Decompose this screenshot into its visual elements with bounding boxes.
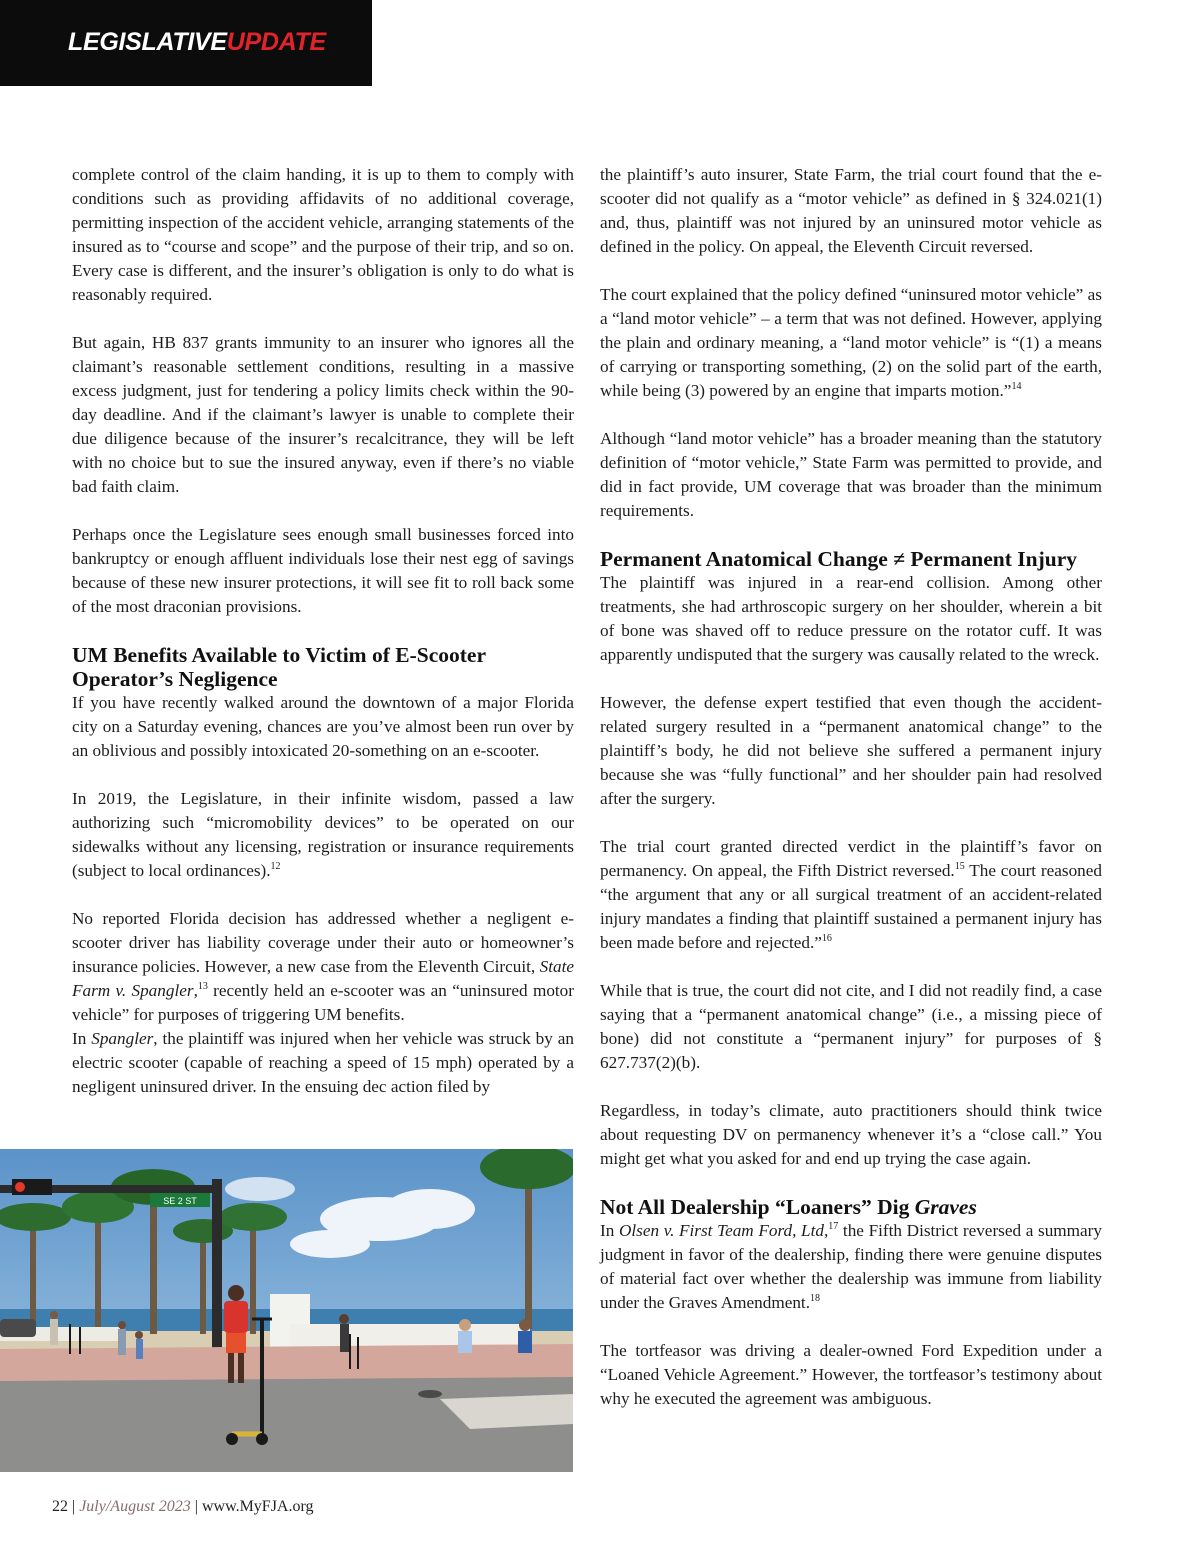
case-name: Spangler (91, 1029, 154, 1048)
case-name: Olsen v. First Team Ford, Ltd, (618, 1221, 829, 1240)
paragraph: The tortfeasor was driving a dealer-owned Ford Expedition under a “Loaned Vehicle Agreement.” However, the tortfeasor’s testimony about why he executed the agreement was ambiguous. (600, 1341, 1102, 1408)
paragraph: However, the defense expert testified that even though the accident-related surgery resulted in a “permanent anatomical change” to the plaintiff’s body, he did not believe she suffered a permanent injury because she was “fully functional” and her shoulder pain had resolved after the surgery. (600, 693, 1102, 808)
paragraph-text: , the plaintiff was injured when her vehicle was struck by an electric scooter (capable of reaching a speed of 15 mph) operated by a negligent uninsured driver. In the ensuing dec action filed by (72, 1029, 574, 1096)
paragraph: the plaintiff’s auto insurer, State Farm, the trial court found that the e-scooter did not qualify as a “motor vehicle” as defined in § 324.021(1) and, thus, plaintiff was not injured by an uninsured motor vehicle as defined in the policy. On appeal, the Eleventh Circuit reversed. (600, 165, 1102, 256)
paragraph: complete control of the claim handing, it is up to them to comply with conditions such as providing affidavits of no additional coverage, permitting inspection of the accident vehicle, arranging statements of the insured as to “course and scope” and the purpose of their trip, and so on. Every case is different, and the insurer’s obligation is only to do what is reasonably required. (72, 165, 574, 304)
paragraph: While that is true, the court did not cite, and I did not readily find, a case saying that a “permanent anatomical change” (i.e., a missing piece of bone) did not constitute a “permanent injury” for purposes of § 627.737(2)(b). (600, 981, 1102, 1072)
paragraph-text: In (72, 1029, 92, 1048)
paragraph: Regardless, in today’s climate, auto practitioners should think twice about requesting DV on permanency whenever it’s a “close call.” You might get what you asked for and end up trying the case again. (600, 1101, 1102, 1168)
right-column (600, 163, 1102, 1435)
heading-italic-text: Graves (914, 1195, 977, 1219)
left-column (72, 163, 574, 1123)
section-heading-permanent-injury: Permanent Anatomical Change ≠ Permanent Injury (600, 547, 1077, 571)
heading-text: Not All Dealership “Loaners” Dig (600, 1195, 915, 1219)
paragraph-text: No reported Florida decision has addressed whether a negligent e-scooter driver has liability coverage under their auto or homeowner’s insurance policies. However, a new case from the Eleventh Circuit, (72, 909, 574, 976)
case-name: State Farm v. Spangler (72, 957, 574, 1000)
paragraph-text: the Fifth District reversed a summary judgment in favor of the dealership, finding there were genuine disputes of material fact over whether the dealership was immune from liability under the Graves Amendment. (600, 1221, 1102, 1312)
footnote-ref: 17 (828, 1221, 839, 1232)
footnote-ref: 14 (1011, 381, 1022, 392)
street-sign-label: SE 2 ST (163, 1196, 197, 1206)
section-banner (0, 0, 372, 86)
paragraph: But again, HB 837 grants immunity to an insurer who ignores all the claimant’s reasonable settlement conditions, resulting in a massive excess judgment, just for tendering a policy limits check within the 90-day deadline. And if the claimant’s lawyer is unable to complete their due diligence because of the insurer’s recalcitrance, they will be left with no choice but to sue the insured anyway, even if there’s no viable bad faith claim. (72, 333, 574, 496)
manhole-cover (418, 1390, 442, 1398)
street-photo (0, 1149, 573, 1472)
paragraph: No reported Florida decision has addressed whether a negligent e-scooter driver has liability coverage under their auto or homeowner’s insurance policies. However, a new case from the Eleventh Circuit, State Farm v. Spangler,$^{13}$ recently held an e-scooter was an “uninsured motor vehicle” for purposes of triggering UM benefits. (72, 909, 575, 1024)
paragraph-text: recently held an e-scooter was an “uninsured motor vehicle” for purposes of triggering UM benefits. (72, 981, 575, 1024)
page-footer (52, 1498, 314, 1516)
paragraph: The plaintiff was injured in a rear-end collision. Among other treatments, she had arthroscopic surgery on her shoulder, wherein a bit of bone was shaved off to reduce pressure on the rotator cuff. It was apparently undisputed that the surgery was causally related to the wreck. (600, 573, 1102, 664)
parked-car (0, 1319, 36, 1337)
paragraph: If you have recently walked around the downtown of a major Florida city on a Saturday evening, chances are you’ve almost been run over by an oblivious and possibly intoxicated 20-something on an e-scooter. (72, 693, 574, 760)
issue-date: July/August 2023 (79, 1498, 191, 1515)
footnote-ref: 13 (197, 981, 208, 992)
paragraph (600, 835, 1102, 955)
section-title (68, 28, 326, 57)
footnote-ref: 15 (954, 861, 965, 872)
section-heading-um-benefits: UM Benefits Available to Victim of E-Scooter Operator’s Negligence (72, 643, 486, 691)
footnote-ref: 16 (821, 933, 832, 944)
footnote-ref: 18 (810, 1293, 821, 1304)
paragraph-text: The trial court granted directed verdict in the plaintiff’s favor on permanency. On appeal, the Fifth District reversed. (600, 837, 1102, 880)
footer-separator: | (68, 1498, 80, 1515)
paragraph: Perhaps once the Legislature sees enough small businesses forced into bankruptcy or enough affluent individuals lose their nest egg of savings because of these new insurer protections, it will see fit to roll back some of the most draconian provisions. (72, 525, 574, 616)
paragraph-text: In (600, 1221, 619, 1240)
paragraph: Although “land motor vehicle” has a broader meaning than the statutory definition of “motor vehicle,” State Farm was permitted to provide, and did in fact provide, UM coverage that was broader than the minimum requirements. (600, 429, 1102, 520)
paragraph-text: The court explained that the policy defined “uninsured motor vehicle” as a “land motor vehicle” – a term that was not defined. However, applying the plain and ordinary meaning, a “land motor vehicle” is “(1) a means of carrying or transporting something, (2) on the solid part of the earth, while being (3) powered by an engine that imparts motion.” (600, 285, 1102, 400)
page-number: 22 (52, 1498, 68, 1515)
paragraph (600, 283, 1102, 403)
footnote-ref: 12 (270, 861, 281, 872)
section-heading-loaners (600, 1195, 1102, 1219)
street-photo-illustration (0, 1149, 573, 1472)
paragraph-text: In 2019, the Legislature, in their infinite wisdom, passed a law authorizing such “micromobility devices” to be operated on our sidewalks without any licensing, registration or insurance requirements (subject to local ordinances). (72, 789, 574, 880)
paragraph (72, 787, 574, 883)
footer-separator: | (190, 1498, 202, 1515)
section-title-main: LEGISLATIVE (68, 28, 227, 56)
paragraph-text: The court reasoned “the argument that any or all surgical treatment of an accident-related injury mandates a finding that plaintiff sustained a permanent injury has been made before and rejected.” (600, 861, 1102, 952)
paragraph (600, 1219, 1102, 1315)
paragraph (72, 1027, 574, 1099)
section-title-accent: UPDATE (226, 28, 326, 56)
website-link[interactable]: www.MyFJA.org (201, 1498, 314, 1515)
